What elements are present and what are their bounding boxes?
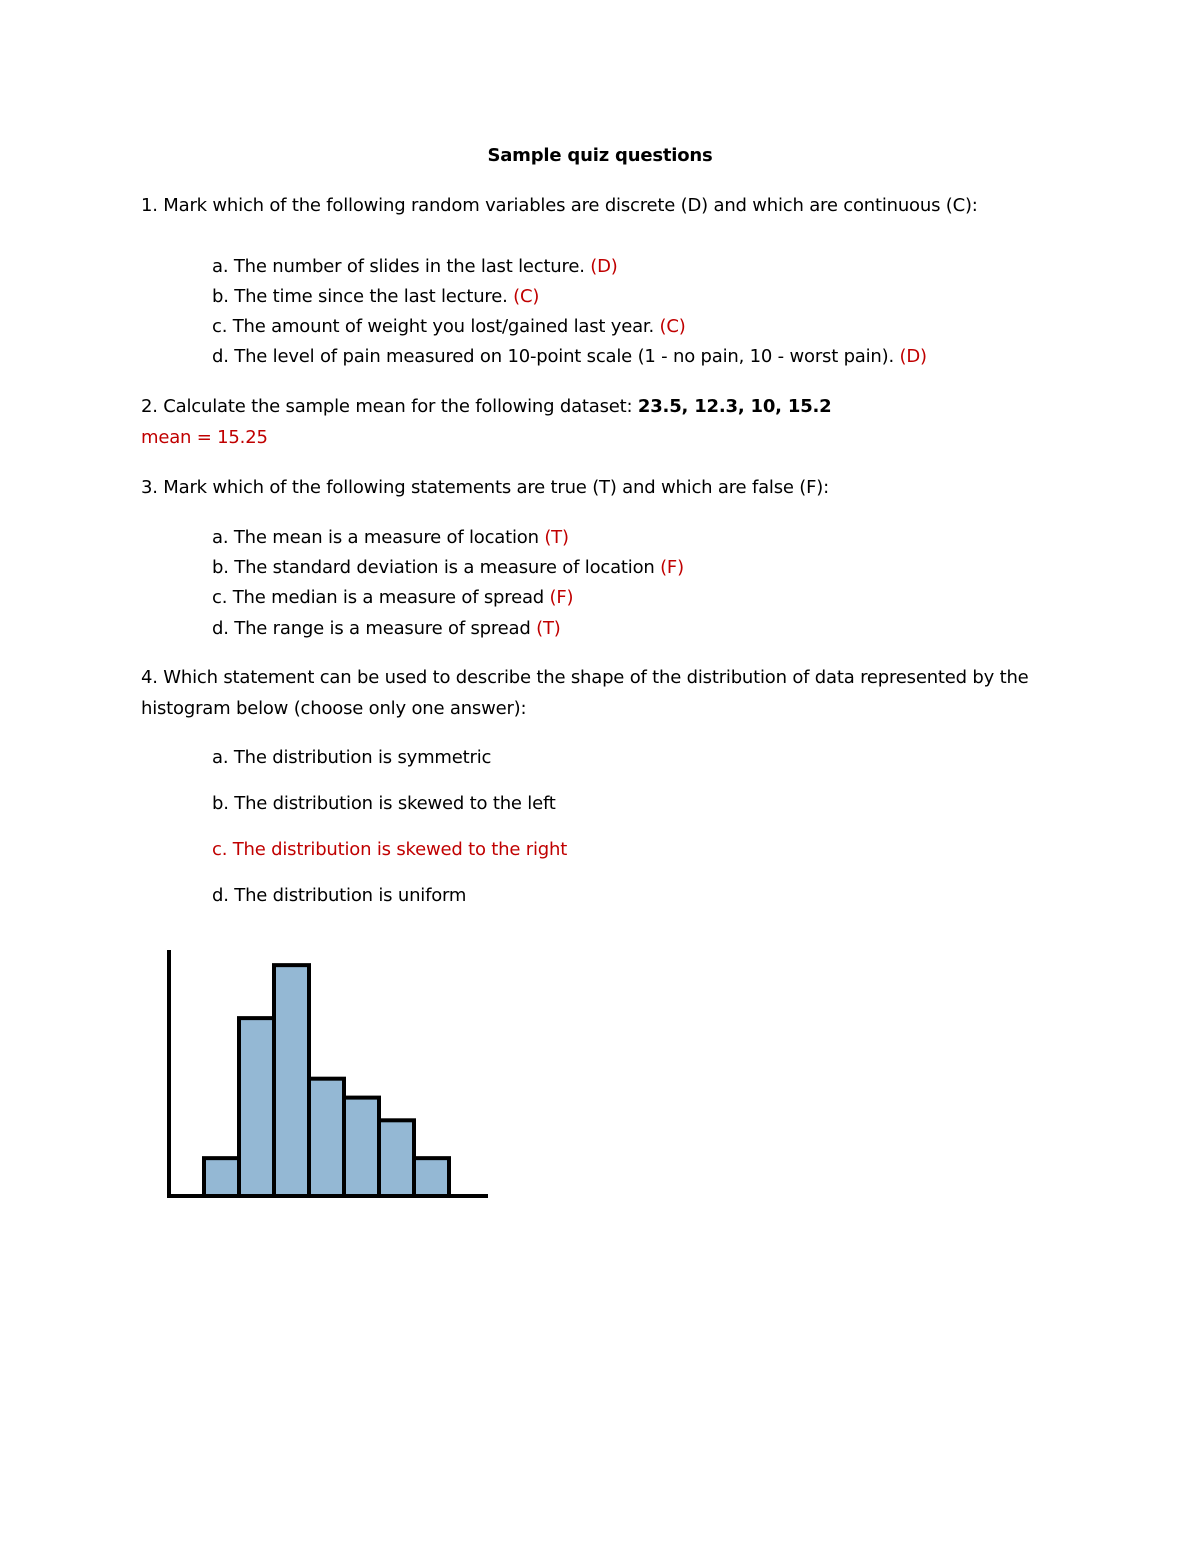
page-title: Sample quiz questions <box>487 145 713 166</box>
question-3-number: 3. <box>141 477 158 498</box>
question-3-option-c: c. The median is a measure of spread (F) <box>212 587 574 608</box>
question-4-option-a: a. The distribution is symmetric <box>212 747 492 768</box>
question-3-option-b: b. The standard deviation is a measure of location (F) <box>212 557 684 578</box>
answer-label: (T) <box>536 618 561 639</box>
question-4-option-c: c. The distribution is skewed to the right <box>212 839 568 860</box>
question-1-option-b: b. The time since the last lecture. (C) <box>212 286 540 307</box>
histogram-bar-3 <box>239 1018 274 1196</box>
answer-label: (D) <box>899 346 927 367</box>
question-4-text-continued: histogram below (choose only one answer): <box>141 698 527 719</box>
question-2-text: Calculate the sample mean for the following dataset: <box>157 396 638 417</box>
question-1-text: Mark which of the following random variables are discrete (D) and which are continuous (C): <box>157 195 978 216</box>
question-3-option-a: a. The mean is a measure of location (T) <box>212 527 569 548</box>
histogram-bars <box>204 965 449 1196</box>
question-1-option-d: d. The level of pain measured on 10-point scale (1 - no pain, 10 - worst pain). (D) <box>212 346 927 367</box>
question-1-option-c: c. The amount of weight you lost/gained last year. (C) <box>212 316 686 337</box>
question-4-text: Which statement can be used to describe the shape of the distribution of data represented by the <box>157 667 1029 688</box>
answer-label: (D) <box>590 256 618 277</box>
answer-label: (F) <box>549 587 574 608</box>
question-2-number: 2. <box>141 396 158 417</box>
question-1-number: 1. <box>141 195 158 216</box>
answer-label: (T) <box>544 527 569 548</box>
answer-label: (C) <box>513 286 540 307</box>
histogram-bar-2 <box>204 1158 239 1196</box>
question-4-option-d: d. The distribution is uniform <box>212 885 467 906</box>
histogram-bar-8 <box>414 1158 449 1196</box>
histogram-bar-5 <box>309 1079 344 1196</box>
answer-label: (F) <box>660 557 684 578</box>
question-1-option-a: a. The number of slides in the last lecture. (D) <box>212 256 618 277</box>
question-3-text: Mark which of the following statements are true (T) and which are false (F): <box>157 477 829 498</box>
histogram-bar-4 <box>274 965 309 1196</box>
question-4-option-b: b. The distribution is skewed to the left <box>212 793 556 814</box>
question-2-answer: mean = 15.25 <box>141 427 268 448</box>
question-2-dataset: 23.5, 12.3, 10, 15.2 <box>637 396 832 417</box>
answer-label: (C) <box>659 316 686 337</box>
question-3-option-d: d. The range is a measure of spread (T) <box>212 618 561 639</box>
histogram-bar-7 <box>379 1120 414 1196</box>
question-4-number: 4. <box>141 667 158 688</box>
histogram-bar-6 <box>344 1098 379 1196</box>
